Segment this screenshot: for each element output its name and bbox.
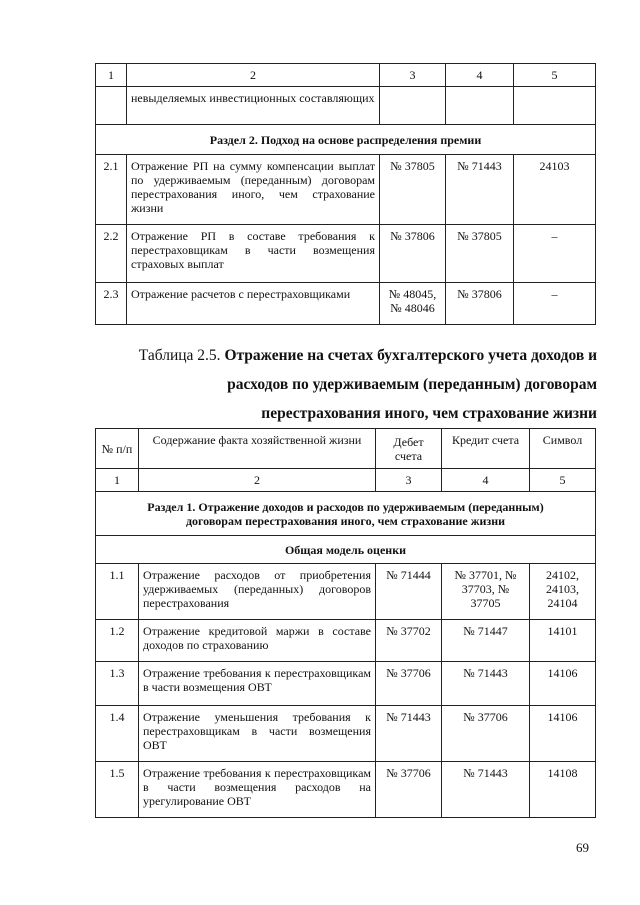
table-row [96,662,596,706]
row-symbol: 14108 [530,762,596,818]
row-content: Отражение требования к перестраховщикам в части возмещения ОВТ [139,662,376,706]
subsection-row [96,536,596,564]
header-row [96,429,596,469]
row-debit: № 48045, № 48046 [380,283,446,325]
row-number: 1.4 [96,706,139,762]
row-number: 1.5 [96,762,139,818]
row-credit [446,87,514,125]
caption-title-part-1: Отражение на счетах бухгалтерского учета доходов и [224,347,597,364]
row-symbol [514,87,596,125]
column-number: 2 [127,64,380,87]
table-row [96,762,596,818]
caption-title-part-3: перестрахования иного, чем страхование жизни [261,405,597,422]
row-content: Отражение требования к перестраховщикам в части возмещения расходов на урегулирование ОВТ [139,762,376,818]
subsection-title: Общая модель оценки [96,536,596,564]
column-number: 4 [446,64,514,87]
row-content: Отражение расходов от приобретения удерживаемых (переданных) договоров перестрахования [139,564,376,620]
row-number: 1.2 [96,620,139,662]
row-debit: № 71444 [376,564,442,620]
row-number: 1.3 [96,662,139,706]
row-symbol: 14106 [530,706,596,762]
column-number: 4 [442,469,530,492]
column-number: 3 [376,469,442,492]
row-content: Отражение уменьшения требования к перестраховщикам в части возмещения ОВТ [139,706,376,762]
table-row [96,283,596,325]
row-debit: № 37706 [376,762,442,818]
row-content: Отражение РП в составе требования к перестраховщикам в части возмещения страховых выплат [127,225,380,283]
row-number: 2.1 [96,155,127,225]
row-number: 2.2 [96,225,127,283]
header-debit: Дебет счета [376,429,442,469]
section-title: Раздел 1. Отражение доходов и расходов по удерживаемым (переданным) договорам перестрахования иного, чем страхование жизни [96,492,596,536]
header-symbol: Символ [530,429,596,469]
row-symbol: 14101 [530,620,596,662]
column-number-row [96,64,596,87]
row-debit: № 37702 [376,620,442,662]
table-row [96,225,596,283]
column-number: 5 [514,64,596,87]
table-row [96,620,596,662]
table-2-5 [95,428,596,818]
continuation-table [95,63,596,325]
row-content: невыделяемых инвестиционных составляющих [127,87,380,125]
row-credit: № 37706 [442,706,530,762]
row-symbol: – [514,283,596,325]
row-debit: № 37805 [380,155,446,225]
table-row [96,564,596,620]
row-debit: № 71443 [376,706,442,762]
section-title: Раздел 2. Подход на основе распределения премии [96,125,596,155]
table-row [96,155,596,225]
row-number: 1.1 [96,564,139,620]
header-credit: Кредит счета [442,429,530,469]
caption-prefix: Таблица 2.5. [138,347,221,364]
row-credit: № 71443 [446,155,514,225]
row-credit: № 37806 [446,283,514,325]
header-number: № п/п [96,429,139,469]
column-number-row [96,469,596,492]
row-symbol: – [514,225,596,283]
row-credit: № 37701, № 37703, № 37705 [442,564,530,620]
table-row [96,87,596,125]
caption-line-2 [95,370,597,399]
row-content: Отражение расчетов с перестраховщиками [127,283,380,325]
section-row [96,492,596,536]
row-credit: № 37805 [446,225,514,283]
row-symbol: 14106 [530,662,596,706]
page-number: 69 [576,840,589,855]
table-caption [95,341,597,428]
row-content: Отражение РП на сумму компенсации выплат по удерживаемым (переданным) договорам перестрахования иного, чем страхование жизни [127,155,380,225]
column-number: 3 [380,64,446,87]
row-debit: № 37806 [380,225,446,283]
column-number: 2 [139,469,376,492]
row-credit: № 71443 [442,662,530,706]
column-number: 1 [96,64,127,87]
row-number: 2.3 [96,283,127,325]
row-content: Отражение кредитовой маржи в составе доходов по страхованию [139,620,376,662]
row-number [96,87,127,125]
row-debit: № 37706 [376,662,442,706]
section-row [96,125,596,155]
header-content: Содержание факта хозяйственной жизни [139,429,376,469]
caption-line-3 [95,399,597,428]
row-symbol: 24102, 24103, 24104 [530,564,596,620]
caption-line-1 [95,341,597,370]
column-number: 5 [530,469,596,492]
row-credit: № 71447 [442,620,530,662]
row-debit [380,87,446,125]
table-row [96,706,596,762]
row-credit: № 71443 [442,762,530,818]
column-number: 1 [96,469,139,492]
row-symbol: 24103 [514,155,596,225]
caption-title-part-2: расходов по удерживаемым (переданным) договорам [227,376,597,393]
